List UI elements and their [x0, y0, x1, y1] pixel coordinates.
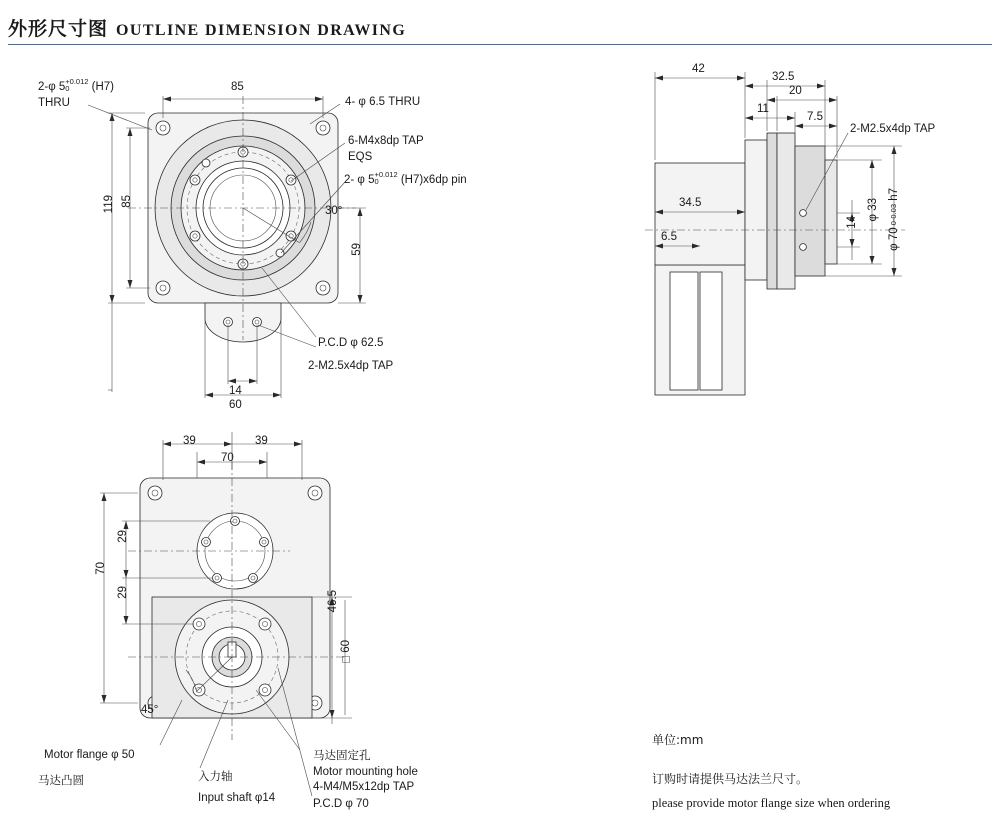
dim-bottom-29-upper: 29 — [117, 530, 129, 543]
callout-input-shaft-cn: 入力轴 — [198, 769, 233, 783]
callout-motor-flange-phi50: Motor flange φ 50 — [44, 749, 135, 761]
dim-bottom-39-left: 39 — [183, 435, 196, 447]
callout-eqs: EQS — [348, 151, 373, 163]
callout-motor-boss-cn: 马达凸圆 — [38, 773, 84, 787]
dim-bottom-39-right: 39 — [255, 435, 268, 447]
callout-30deg: 30° — [325, 205, 343, 217]
callout-45deg: 45° — [141, 704, 159, 716]
dim-bottom-sq60: □60 — [340, 640, 352, 665]
dim-front-14: 14 — [229, 385, 242, 397]
dim-side-7-5: 7.5 — [807, 111, 823, 123]
dim-front-left-119: 119 — [103, 195, 115, 214]
dim-side-11: 11 — [757, 103, 769, 115]
order-note-en: please provide motor flange size when ordering — [652, 796, 891, 810]
callout-2phi5-h7-thru: 2-φ 5+0.012 0 (H7) — [38, 77, 114, 93]
dim-side-phi33: φ 33 — [867, 198, 879, 222]
dim-side-34-5: 34.5 — [679, 197, 702, 209]
callout-input-shaft-en: Input shaft φ14 — [198, 792, 276, 804]
callout-pcd-phi70: P.C.D φ 70 — [313, 798, 369, 810]
dim-front-top-85: 85 — [231, 81, 244, 93]
dim-bottom-70-top: 70 — [221, 452, 234, 464]
dim-front-60: 60 — [229, 399, 242, 411]
dim-front-left-85: 85 — [121, 195, 133, 208]
order-note-cn: 订购时请提供马达法兰尺寸。 — [652, 772, 809, 786]
callout-thru: THRU — [38, 97, 70, 109]
page-title-cn: 外形尺寸图 — [8, 18, 109, 40]
dim-side-phi70-h7: φ 70 0-0.03 h7 — [888, 188, 900, 251]
dim-bottom-70-left: 70 — [95, 562, 107, 575]
callout-motor-mounting-hole-en: Motor mounting hole — [313, 766, 418, 778]
dim-side-20: 20 — [789, 85, 802, 97]
unit-note: 单位:mm — [652, 733, 704, 747]
dim-bottom-29-lower: 29 — [117, 586, 129, 599]
callout-2m25x4dp-tap-front: 2-M2.5x4dp TAP — [308, 360, 394, 372]
dim-side-14: 14 — [846, 216, 858, 229]
callout-4m4-m5x12dp-tap: 4-M4/M5x12dp TAP — [313, 781, 415, 793]
dim-bottom-46-5: 46.5 — [327, 590, 339, 613]
callout-2m25x4dp-tap-side: 2-M2.5x4dp TAP — [850, 123, 936, 135]
callout-motor-mounting-hole-cn: 马达固定孔 — [313, 748, 371, 762]
callout-pcd-62-5: P.C.D φ 62.5 — [318, 337, 384, 349]
callout-6m4x8dp-tap: 6-M4x8dp TAP — [348, 135, 424, 147]
dim-front-right-59: 59 — [351, 243, 363, 256]
callout-4phi65-thru: 4- φ 6.5 THRU — [345, 96, 421, 108]
page-title-en: OUTLINE DIMENSION DRAWING — [116, 22, 407, 39]
dim-side-42: 42 — [692, 63, 705, 75]
footer-notes — [652, 731, 890, 820]
dim-side-32-5: 32.5 — [772, 71, 795, 83]
dim-side-6-5: 6.5 — [661, 231, 677, 243]
callout-2phi5-h7-pin: 2- φ 5+0.012 0 (H7)x6dp pin — [344, 170, 467, 186]
